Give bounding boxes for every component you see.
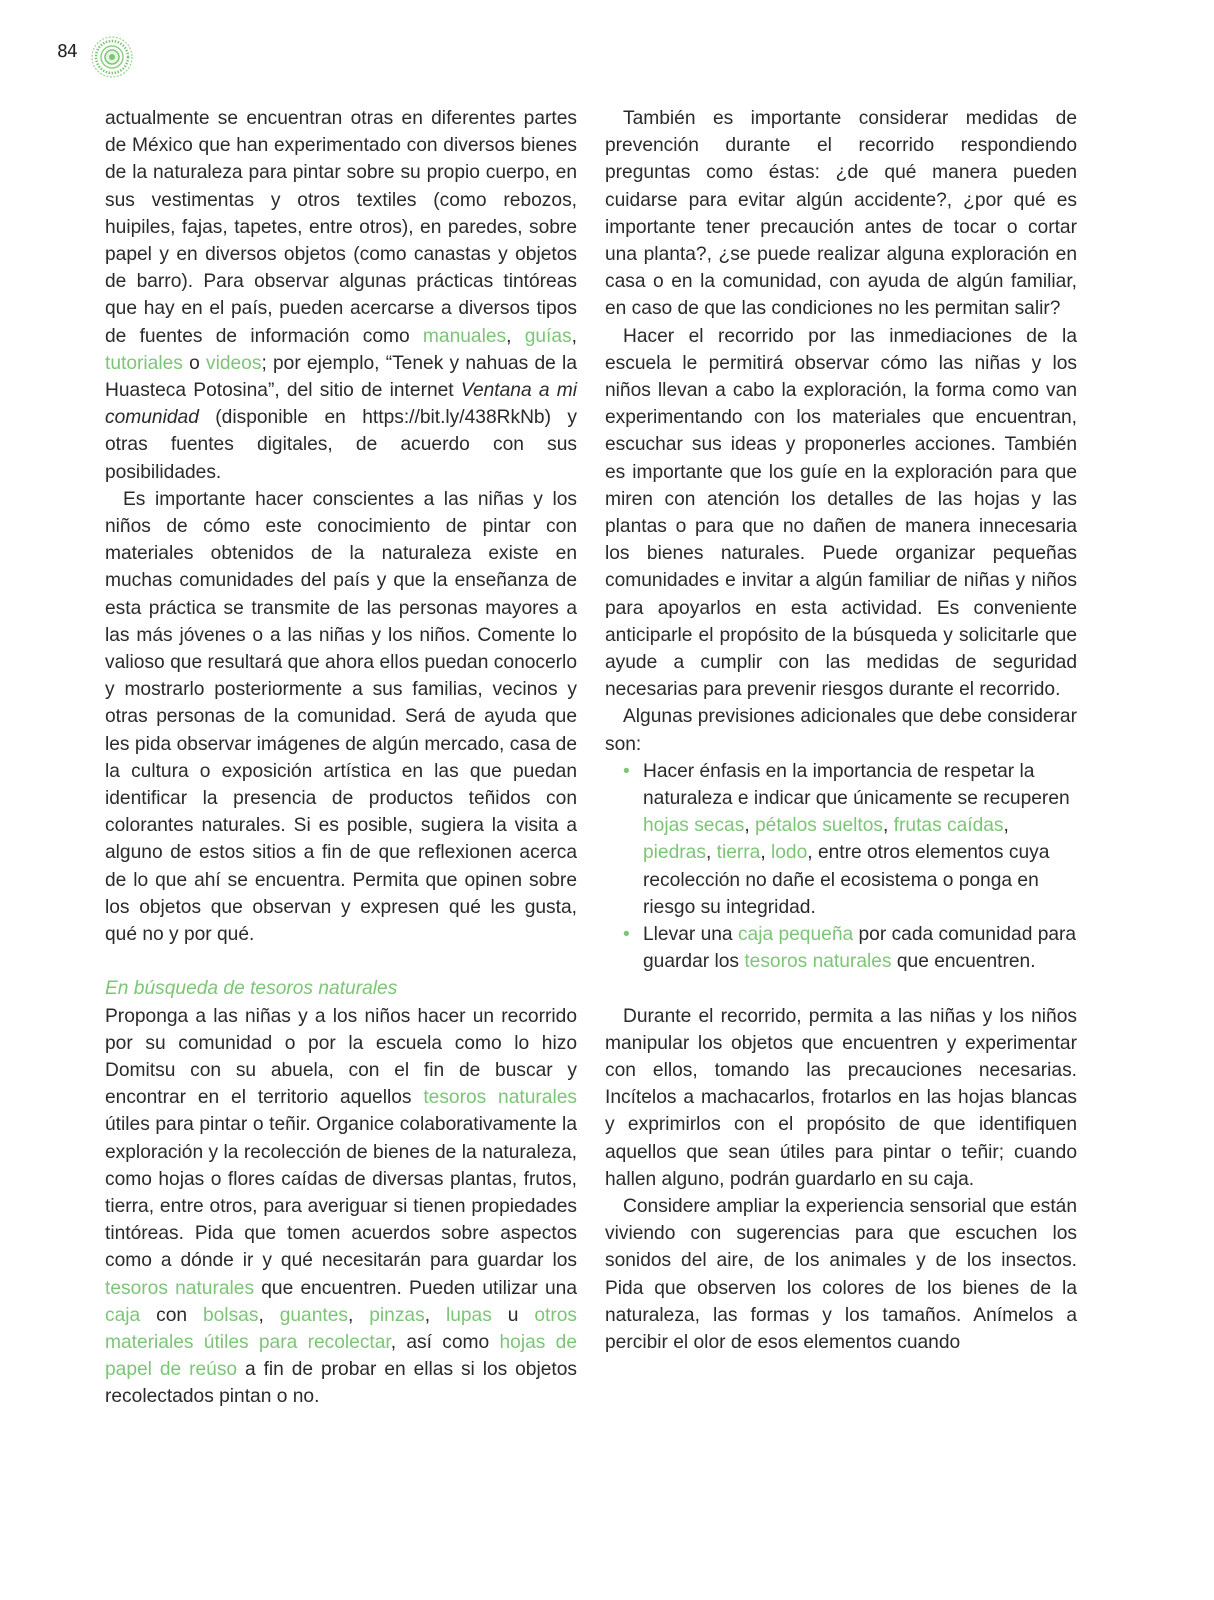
page-number: 84 <box>57 41 77 62</box>
list-item: • Llevar una caja pequeña por cada comunidad para guardar los tesoros naturales que encuentren. <box>643 921 1077 975</box>
bullet-list <box>605 758 1077 976</box>
sun-spiral-emblem-icon <box>91 36 133 78</box>
right-paragraph-2: Hacer el recorrido por las inmediaciones de la escuela le permitirá observar cómo las niñas y los niños llevan a cabo la exploración, la forma como van experimentando con los materiales que encuentran, escuchar sus ideas y proponerles acciones. También es importante que los guíe en la exploración para que miren con atención los detalles de las hojas y las plantas o para que no dañen de manera innecesaria los bienes naturales. Puede organizar pequeñas comunidades e invitar a algún familiar de niñas y niños para apoyarlos en esta actividad. Es conveniente anticiparle el propósito de la búsqueda y solicitarle que ayude a cumplir con las medidas de seguridad necesarias para prevenir riesgos durante el recorrido. <box>605 325 1077 701</box>
right-paragraph-1: También es importante considerar medidas de prevención durante el recorrido respondiendo preguntas como éstas: ¿de qué manera pueden cuidarse para evitar algún accidente?, ¿por qué es importante tener precaución antes de tocar o cortar una planta?, ¿se puede realizar alguna exploración en casa o en la comunidad, con ayuda de algún familiar, en caso de que las condiciones no les permitan salir? <box>605 108 1077 320</box>
left-column <box>105 105 577 1411</box>
right-paragraph-4: Durante el recorrido, permita a las niñas y los niños manipular los objetos que encuentren y experimentar con ellos, tomando las precauciones necesarias. Incítelos a machacarlos, frotarlos en las hojas blancas y exprimirlos con el propósito de que identifiquen aquellos que sean útiles para pintar o teñir; cuando hallen alguno, podrán guardarlo en su caja. <box>605 1005 1077 1190</box>
list-item: • Hacer énfasis en la importancia de respetar la naturaleza e indicar que únicamente se recuperen hojas secas, pétalos sueltos, frutas caídas, piedras, tierra, lodo, entre otros elementos cuya recolección no dañe el ecosistema o ponga en riesgo su integridad. <box>643 758 1077 921</box>
right-paragraph-3: Algunas previsiones adicionales que debe considerar son: <box>605 706 1077 755</box>
left-paragraph-3: Proponga a las niñas y a los niños hacer un recorrido por su comunidad o por la escuela como lo hizo Domitsu con su abuela, con el fin de buscar y encontrar en el territorio aquellos tesoros naturales útiles para pintar o teñir. Organice colaborativamente la exploración y la recolección de bienes de la naturaleza, como hojas o flores caídas de diversas plantas, frutos, tierra, entre otros, para averiguar si tienen propiedades tintóreas. Pida que tomen acuerdos sobre aspectos como a dónde ir y qué necesitarán para guardar los tesoros naturales que encuentren. Pueden utilizar una caja con bolsas, guantes, pinzas, lupas u otros materiales útiles para recolectar, así como hojas de papel de reúso a fin de probar en ellas si los objetos recolectados pintan o no. <box>105 1005 578 1408</box>
section-heading: En búsqueda de tesoros naturales <box>105 978 398 1000</box>
right-column <box>605 105 1077 1356</box>
left-paragraph-1: actualmente se encuentran otras en diferentes partes de México que han experimentado con diversos bienes de la naturaleza para pintar sobre su propio cuerpo, en sus vestimentas y otros textiles (como rebozos, huipiles, fajas, tapetes, entre otros), en paredes, sobre papel y en diversos objetos (como canastas y objetos de barro). Para observar algunas prácticas tintóreas que hay en el país, pueden acercarse a diversos tipos de fuentes de información como manuales, guías, tutoriales o videos; por ejemplo, “Tenek y nahuas de la Huasteca Potosina”, del sitio de internet Ventana a mi comunidad (disponible en https://bit.ly/438RkNb) y otras fuentes digitales, de acuerdo con sus posibilidades. <box>105 108 577 483</box>
right-paragraph-5: Considere ampliar la experiencia sensorial que están viviendo con sugerencias para que escuchen los sonidos del aire, de los animales y de los insectos. Pida que observen los colores de los bienes de la naturaleza, las formas y los tamaños. Anímelos a percibir el olor de esos elementos cuando <box>605 1195 1077 1353</box>
left-paragraph-2: Es importante hacer conscientes a las niñas y los niños de cómo este conocimiento de pintar con materiales obtenidos de la naturaleza existe en muchas comunidades del país y que la enseñanza de esta práctica se transmite de las personas mayores a las más jóvenes o a las niñas y los niños. Comente lo valioso que resultará que ahora ellos puedan conocerlo y mostrarlo posteriormente a sus familias, vecinos y otras personas de la comunidad. Será de ayuda que les pida observar imágenes de algún mercado, casa de la cultura o exposición artística en las que puedan identificar la presencia de productos teñidos con colorantes naturales. Si es posible, sugiera la visita a alguno de estos sitios a fin de que reflexionen acerca de lo que ahí se encuentra. Permita que opinen sobre los objetos que observan y expresen qué les gusta, qué no y por qué. <box>105 488 577 946</box>
